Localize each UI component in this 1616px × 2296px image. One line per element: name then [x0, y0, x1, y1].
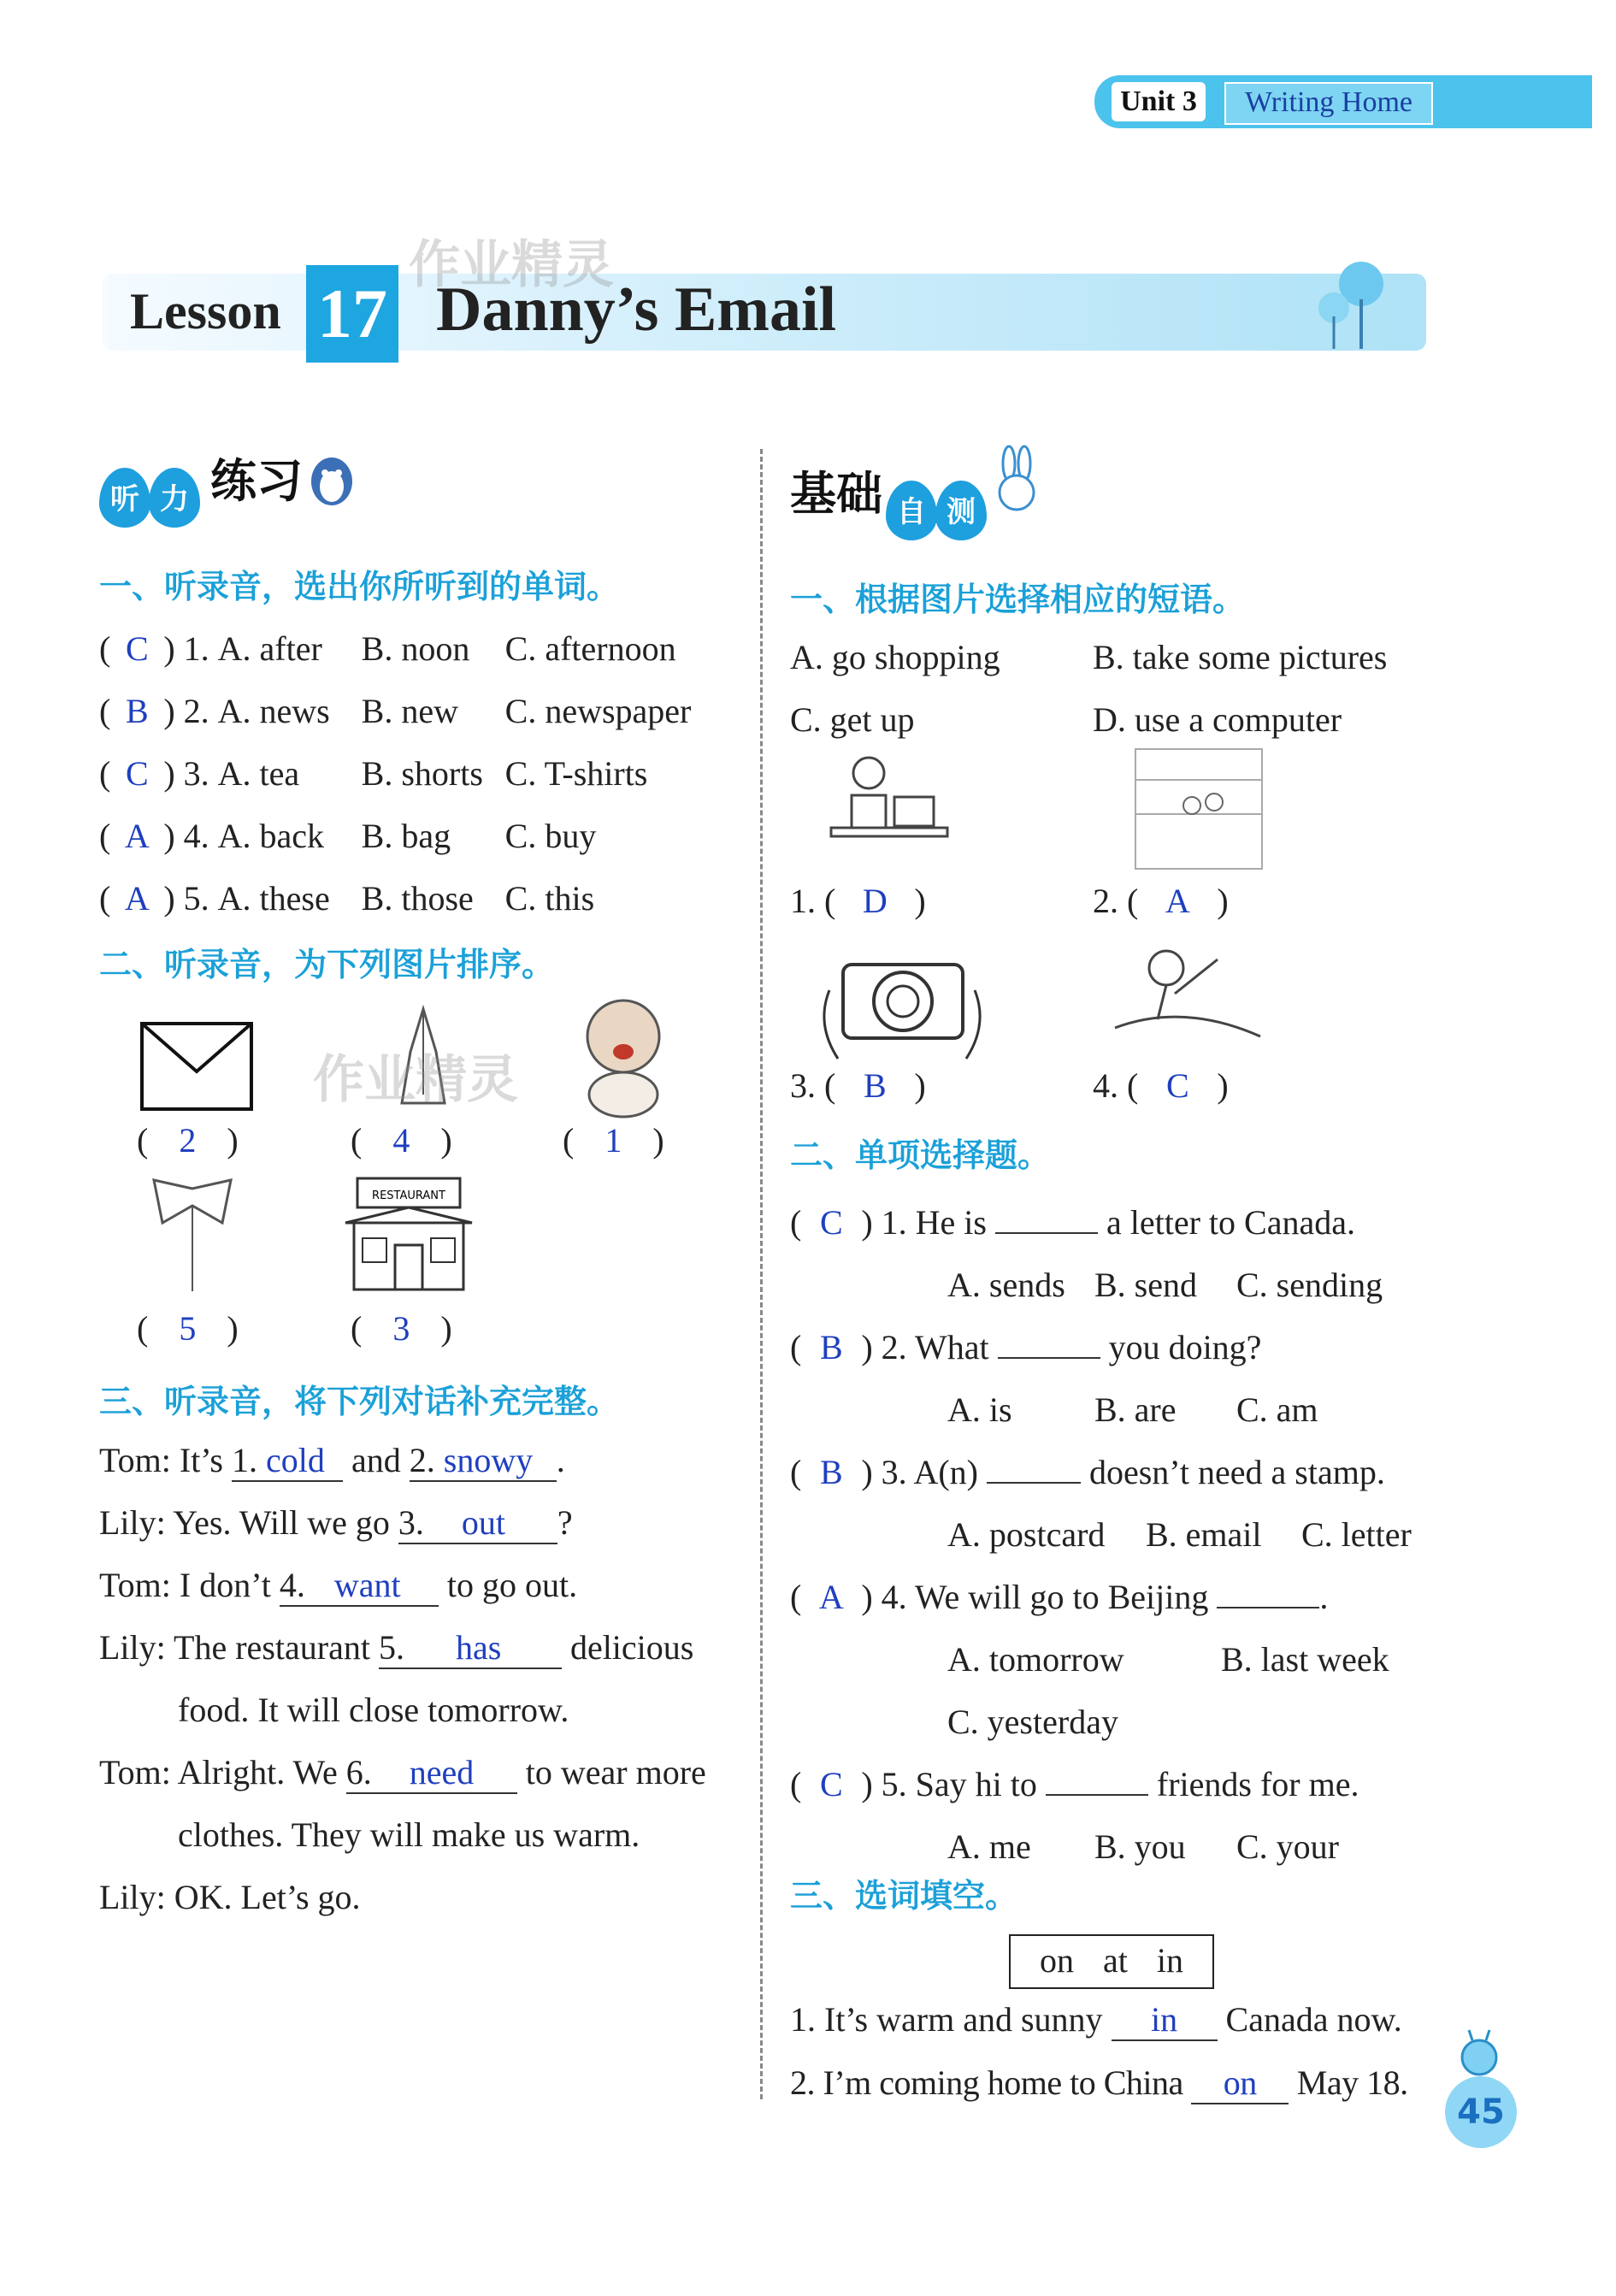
dialogue-line: Lily: The restaurant 5. has delicious — [99, 1627, 693, 1669]
fill-sentence: 1. It’s warm and sunny in Canada now. — [790, 1999, 1402, 2041]
list-item: ( C ) 3. A. tea B. shorts C. T-shirts — [99, 754, 648, 793]
picture-answer: ( 4 ) — [351, 1121, 452, 1160]
question-stem: ( A ) 4. We will go to Beijing . — [790, 1578, 1329, 1616]
drop-icon: 测 — [935, 481, 987, 540]
picture-answer: 4. ( C ) — [1093, 1066, 1229, 1105]
snail-icon — [1454, 2028, 1505, 2080]
question-stem: ( C ) 5. Say hi to friends for me. — [790, 1765, 1359, 1803]
dialogue-line: clothes. They will make us warm. — [178, 1815, 640, 1854]
drop-icon: 力 — [149, 468, 200, 528]
unit-title: Writing Home — [1224, 82, 1433, 125]
listening-section-label: 练习 — [210, 454, 303, 508]
question-stem: ( B ) 2. What you doing? — [790, 1328, 1262, 1366]
question-options: A. postcard B. email C. letter — [947, 1515, 1412, 1554]
dialogue-line: Lily: OK. Let’s go. — [99, 1878, 361, 1916]
basics-part1-heading: 一、根据图片选择相应的短语。 — [790, 581, 1246, 618]
listening-section-title — [99, 445, 357, 528]
list-item: ( A ) 4. A. back B. bag C. buy — [99, 817, 597, 855]
picture-answer: ( 1 ) — [563, 1121, 664, 1160]
picture-answer: 3. ( B ) — [790, 1066, 926, 1105]
question-stem: ( C ) 1. He is a letter to Canada. — [790, 1203, 1355, 1242]
lesson-number: 17 — [306, 265, 398, 363]
picture-answer: 2. ( A ) — [1093, 882, 1229, 920]
picture-answer: ( 3 ) — [351, 1309, 452, 1348]
lesson-label: Lesson — [130, 283, 281, 339]
question-options: C. yesterday — [947, 1703, 1118, 1741]
question-options: A. is B. are C. am — [947, 1390, 1318, 1429]
picture-answer: ( 2 ) — [137, 1121, 239, 1160]
kite-icon — [137, 1172, 248, 1300]
basics-section-label: 基础 — [790, 467, 882, 521]
dialogue-line: Lily: Yes. Will we go 3. out ? — [99, 1502, 573, 1544]
dialogue-line: food. It will close tomorrow. — [178, 1691, 569, 1729]
rabbit-icon — [990, 445, 1041, 522]
column-divider — [760, 449, 763, 2099]
list-item: ( A ) 5. A. these B. those C. this — [99, 879, 595, 918]
drop-icon: 听 — [99, 468, 150, 528]
basics-part3-heading: 三、选词填空。 — [790, 1877, 1018, 1915]
watermark: 作业精灵 — [409, 235, 614, 295]
envelope-icon — [140, 1022, 255, 1113]
dialogue-line: Tom: Alright. We 6. need to wear more — [99, 1752, 706, 1794]
tree-icon — [1308, 257, 1411, 351]
question-stem: ( B ) 3. A(n) doesn’t need a stamp. — [790, 1453, 1385, 1491]
shopping-scene-icon — [1132, 746, 1265, 872]
camera-icon — [812, 939, 992, 1065]
computer-user-icon — [826, 753, 951, 872]
listening-part3-heading: 三、听录音，将下列对话补充完整。 — [99, 1383, 620, 1420]
penguin-icon — [306, 449, 357, 509]
question-options: A. me B. you C. your — [947, 1827, 1339, 1866]
list-item: ( B ) 2. A. news B. new C. newspaper — [99, 692, 692, 730]
option-text: A. go shopping — [790, 638, 1000, 676]
fill-sentence: 2. I’m coming home to China on May 18. — [790, 2063, 1408, 2104]
picture-answer: ( 5 ) — [137, 1309, 239, 1348]
waking-child-icon — [1106, 942, 1269, 1054]
question-options: A. tomorrow B. last week — [947, 1640, 1389, 1679]
restaurant-sign-text: RESTAURANT — [372, 1189, 445, 1202]
page-number: 45 — [1445, 2076, 1517, 2148]
drop-icon: 自 — [886, 481, 937, 540]
basics-part2-heading: 二、单项选择题。 — [790, 1136, 1051, 1174]
basics-section-title — [790, 445, 1041, 540]
crying-baby-icon — [568, 994, 679, 1122]
option-text: C. get up — [790, 700, 915, 739]
lesson-title: Danny’s Email — [436, 274, 837, 345]
listening-part2-heading: 二、听录音，为下列图片排序。 — [99, 946, 555, 983]
listening-part1-heading: 一、听录音，选出你所听到的单词。 — [99, 568, 620, 605]
picture-answer: 1. ( D ) — [790, 882, 926, 920]
option-text: D. use a computer — [1093, 700, 1342, 739]
restaurant-icon — [340, 1177, 477, 1293]
option-text: B. take some pictures — [1093, 638, 1388, 676]
question-options: A. sends B. send C. sending — [947, 1266, 1383, 1304]
list-item: ( C ) 1. A. after B. noon C. afternoon — [99, 629, 676, 668]
unit-label: Unit 3 — [1112, 82, 1206, 121]
dialogue-line: Tom: I don’t 4. want to go out. — [99, 1565, 577, 1607]
watermark: 作业精灵 — [313, 1050, 518, 1110]
word-bank: on at in — [1009, 1934, 1214, 1989]
dialogue-line: Tom: It’s 1. cold and 2. snowy . — [99, 1440, 565, 1482]
